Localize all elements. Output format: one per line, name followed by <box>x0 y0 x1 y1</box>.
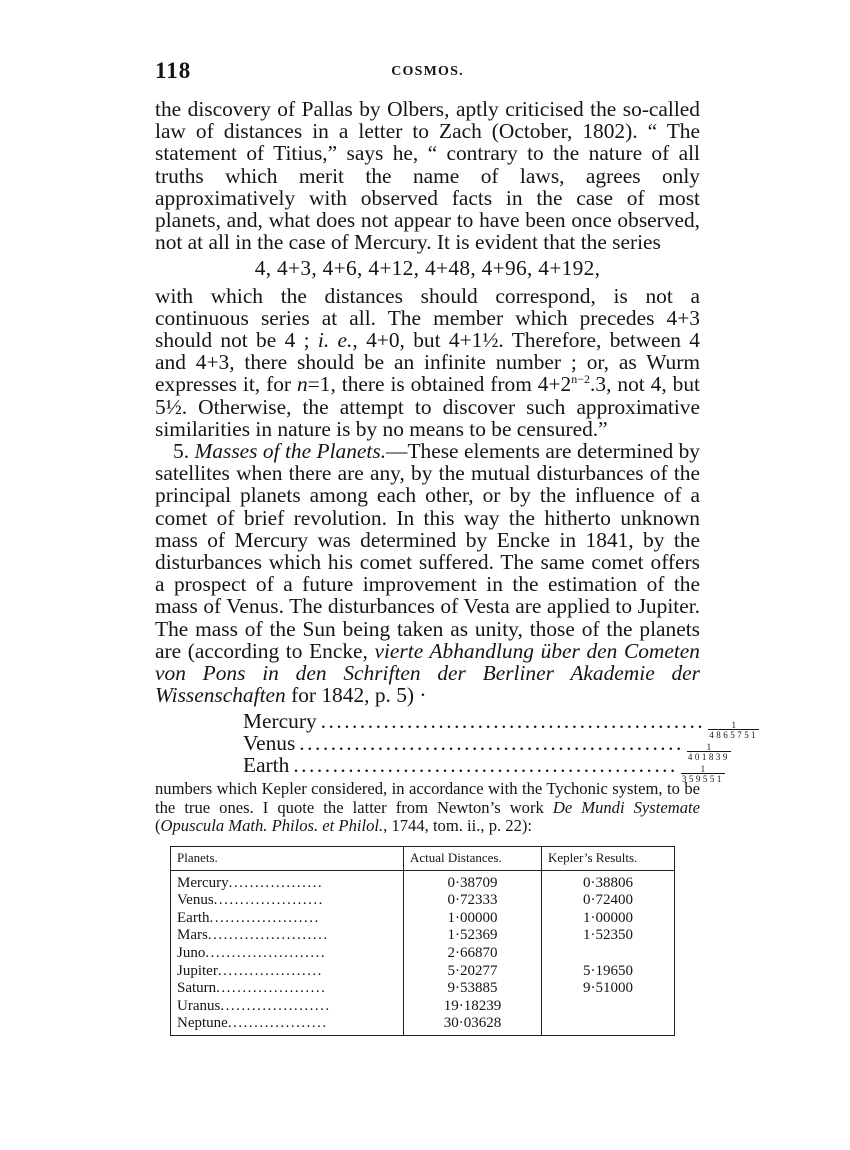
planet-name: Uranus <box>177 997 221 1014</box>
table-row <box>171 870 675 892</box>
page-number: 118 <box>155 58 192 83</box>
planet-cell <box>171 927 404 945</box>
kepler-cell: 1·52350 <box>542 927 675 945</box>
para1b-text-4: .3, not 4, but 5½. Otherwise, the attempt to discover such approximative similarities in nature is by no means to be censured.” <box>155 372 700 441</box>
paragraph-1a: the discovery of Pallas by Olbers, aptly criticised the so-called law of distances in a letter to Zach (October, 1802). “ The statement of Titius,” says he, “ contrary to the nature of all truths which merit the name of laws, agrees only approximatively with observed facts in the case of most planets, and, what does not appear to have been once observed, not at all in the case of Mercury. It is evident that the series <box>155 97 700 255</box>
leader-dots: .................... <box>217 962 323 979</box>
actual-cell: 0·72333 <box>404 892 542 910</box>
fraction-numerator: 1 <box>681 765 725 774</box>
ie-abbrev: i. e. <box>317 328 353 353</box>
fraction-numerator: 1 <box>708 721 759 730</box>
fraction-numerator: 1 <box>687 743 731 752</box>
planet-name: Earth <box>177 909 210 926</box>
planet-name: Venus <box>177 892 214 909</box>
leader-dots: .................. <box>228 874 324 891</box>
newton-work-title: De Mundi Systemate <box>552 797 700 817</box>
para2-text-b: for 1842, p. 5) · <box>285 683 427 708</box>
planet-cell <box>171 998 404 1016</box>
series-line: 4, 4+3, 4+6, 4+12, 4+48, 4+96, 4+192, <box>254 256 601 281</box>
col-header-kepler: Kepler’s Results. <box>542 846 675 870</box>
kepler-cell: 1·00000 <box>542 910 675 928</box>
fraction-denominator: 359551 <box>681 774 724 785</box>
actual-cell: 9·53885 <box>404 980 542 998</box>
leader-dots: ....................... <box>205 945 327 962</box>
distances-table <box>170 846 675 1036</box>
actual-cell: 1·52369 <box>404 927 542 945</box>
planet-cell <box>171 910 404 928</box>
footnote <box>155 780 700 835</box>
actual-cell: 5·20277 <box>404 963 542 981</box>
table-row <box>171 980 675 998</box>
para1b-text-2: , 4+0, but 4+1½. Therefore, between 4 and 4+3, there should be an infinite number ; or, as Wurm expresses it, for <box>155 328 701 397</box>
leader-dots: ..................... <box>220 997 331 1014</box>
col-header-actual: Actual Distances. <box>404 846 542 870</box>
n-variable: n <box>297 372 308 397</box>
planet-name: Juno <box>177 945 206 962</box>
planet-name: Jupiter <box>177 962 218 979</box>
exponent: n−2 <box>571 372 591 387</box>
mass-planet-name: Mercury <box>243 709 317 734</box>
table-header-row <box>171 846 675 870</box>
planet-name: Saturn <box>177 980 217 997</box>
main-text <box>155 97 759 1036</box>
mass-list <box>243 709 759 785</box>
table-row <box>171 892 675 910</box>
encke-work-title: vierte Abhandlung über den Cometen von Pons in den Schriften der Berliner Akademie der Wissenschaften <box>155 638 701 708</box>
planet-cell <box>171 980 404 998</box>
para1b-text-3: =1, there is obtained from 4+2 <box>307 372 572 397</box>
mass-fraction <box>709 721 758 739</box>
table-row <box>171 1015 675 1035</box>
planet-cell <box>171 963 404 981</box>
table-row <box>171 945 675 963</box>
mass-row <box>243 731 730 763</box>
leader-dots: ..................... <box>216 980 327 997</box>
leader-dots: ................................................. <box>293 753 678 778</box>
actual-cell: 2·66870 <box>404 945 542 963</box>
section-heading: Masses of the Planets. <box>194 439 387 464</box>
fraction-denominator: 401839 <box>687 752 730 763</box>
opuscula-title: Opuscula Math. Philos. et Philol. <box>160 816 384 836</box>
page-header <box>155 58 700 90</box>
leader-dots: ................................................. <box>299 731 684 756</box>
kepler-cell: 5·19650 <box>542 963 675 981</box>
table-row <box>171 927 675 945</box>
actual-cell: 19·18239 <box>404 998 542 1016</box>
col-header-planets: Planets. <box>171 846 404 870</box>
kepler-cell: 9·51000 <box>542 980 675 998</box>
planet-name: Mars <box>177 927 208 944</box>
mass-planet-name: Earth <box>243 753 290 778</box>
planet-name: Mercury <box>177 874 229 891</box>
leader-dots: ................................................. <box>320 709 706 734</box>
note-text-c: , 1744, tom. ii., p. 22): <box>383 816 533 836</box>
paragraph-2 <box>155 440 700 706</box>
note-text-a: numbers which Kepler considered, in accordance with the Tychonic system, to be the true ones. I quote the latter from Newton’s work <box>155 779 700 817</box>
para2-text-a: —These elements are determined by satellites when there are any, by the mutual disturbances of the principal planets among each other, or by the influence of a comet of brief revolution. In this way the hitherto unknown mass of Mercury was determined by Encke in 1841, by the disturbances which his comet suffered. The same comet offers a prospect of a future improvement in the estimation of the mass of Venus. The disturbances of Vesta are applied to Jupiter. The mass of the Sun being taken as unity, those of the planets are (according to Encke, <box>155 439 700 663</box>
actual-cell: 30·03628 <box>404 1015 542 1035</box>
planet-cell <box>171 892 404 910</box>
running-head: COSMOS. <box>391 64 464 79</box>
mass-planet-name: Venus <box>243 731 296 756</box>
kepler-cell: 0·72400 <box>542 892 675 910</box>
paragraph-1b <box>155 285 700 440</box>
mass-row <box>243 709 759 741</box>
mass-fraction <box>688 743 730 761</box>
para1b-text-1: with which the distances should correspond, is not a continuous series at all. The member which precedes 4+3 should not be 4 ; <box>155 283 700 353</box>
actual-cell: 1·00000 <box>404 910 542 928</box>
leader-dots: ....................... <box>207 927 329 944</box>
kepler-cell <box>542 1015 675 1035</box>
planet-cell <box>171 1015 404 1035</box>
note-text-b: ( <box>155 816 161 836</box>
planet-cell <box>171 945 404 963</box>
leader-dots: ..................... <box>209 909 320 926</box>
leader-dots: ..................... <box>213 892 324 909</box>
fraction-denominator: 4865751 <box>709 730 759 741</box>
table-row <box>171 998 675 1016</box>
planet-cell <box>171 870 404 892</box>
table-row <box>171 963 675 981</box>
actual-cell: 0·38709 <box>404 870 542 892</box>
kepler-cell <box>542 998 675 1016</box>
leader-dots: ................... <box>227 1015 328 1032</box>
kepler-cell: 0·38806 <box>542 870 675 892</box>
section-number: 5. <box>173 439 195 464</box>
kepler-cell <box>542 945 675 963</box>
table-row <box>171 910 675 928</box>
planet-name: Neptune <box>177 1015 228 1032</box>
